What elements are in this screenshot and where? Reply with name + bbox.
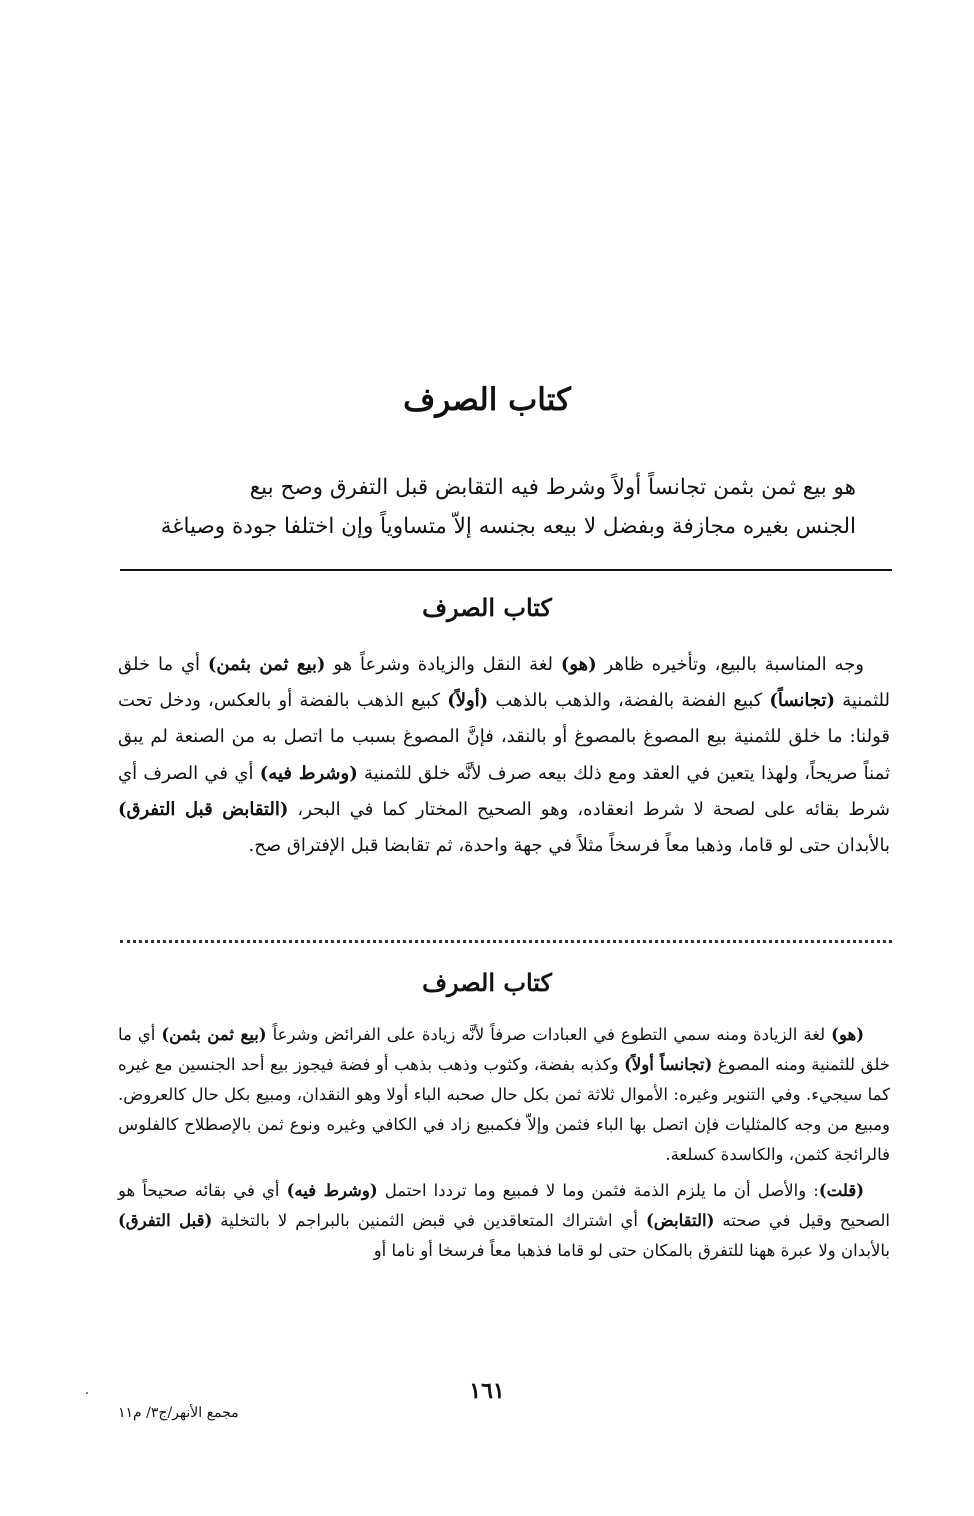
- commentary-1-text: [118, 647, 890, 864]
- text-run: لغة النقل والزيادة وشرعاً هو: [325, 654, 561, 675]
- text-run: كبيع الفضة بالفضة، والذهب بالذهب: [488, 690, 770, 712]
- commentary-1-title: كتاب الصرف: [422, 593, 552, 622]
- section-divider: [120, 569, 892, 571]
- bold-quote: (التقابض): [646, 1211, 715, 1230]
- bold-quote: (وشرط فيه): [259, 762, 358, 784]
- paragraph: [118, 1176, 890, 1266]
- bold-quote: (تجانساً): [769, 690, 836, 712]
- text-run: وجه المناسبة بالبيع، وتأخيره ظاهر: [596, 654, 865, 675]
- text-run: أي في بقائه صحيحاً هو الصحيح وقيل في صحته: [118, 1181, 890, 1230]
- dotted-divider: [120, 940, 892, 943]
- text-run: بالأبدان ولا عبرة ههنا للتفرق بالمكان حتى لو قاما فذهبا معاً فرسخا أو ناما أو: [373, 1241, 890, 1260]
- matn-line-1: هو بيع ثمن بثمن تجانساً أولاً وشرط فيه التقابض قبل التفرق وصح بيع: [249, 475, 856, 500]
- matn-text: [118, 468, 890, 546]
- text-run: أي اشتراك المتعاقدين في قبض الثمنين بالبراجم لا بالتخلية: [212, 1211, 646, 1230]
- bold-quote: (هو): [831, 1025, 864, 1044]
- bold-quote: (بيع ثمن بثمن): [207, 654, 326, 675]
- text-run: وكذبه بفضة، وكثوب وذهب بذهب أو فضة فيجوز بيع أحد الجنسين مع غيره كما سيجيء. وفي التنوير وغيره: الأموال ثلاثة ثمن بكل حال صحبه الباء أولا وهو النقدان، ومبيع بكل حال كالعروض. ومبيع من وجه كالمثليات فإن اتصل بها الباء فثمن وإلاّ فكمبيع زاد في الكافي وغيره ونوع ثمن بالإصطلاح كالفلوس فالرائجة كثمن، والكاسدة كسلعة.: [118, 1055, 890, 1164]
- commentary-2-title: كتاب الصرف: [422, 968, 552, 997]
- text-run: : والأصل أن ما يلزم الذمة فثمن وما لا فمبيع وما ترددا احتمل: [377, 1181, 819, 1200]
- bold-quote: (بيع ثمن بثمن): [161, 1025, 267, 1044]
- paragraph: [118, 1020, 890, 1170]
- bold-quote: (تجانساً أولاً): [624, 1055, 713, 1074]
- text-run: أي ما خلق للثمنية ومنه المصوغ: [118, 1025, 890, 1074]
- commentary-2-text: [118, 1020, 890, 1266]
- page-number: ١٦١: [469, 1378, 505, 1404]
- matn-line-2: الجنس بغيره مجازفة وبفضل لا بيعه بجنسه إلاّ متساوياً وإن اختلفا جودة وصياغة: [160, 514, 856, 539]
- chapter-title: كتاب الصرف: [403, 382, 571, 418]
- bold-quote: (أولاً): [447, 690, 489, 712]
- bold-quote: (قلت): [818, 1181, 865, 1200]
- text-run: بالأبدان حتى لو قاما، وذهبا معاً فرسخاً مثلاً في جهة واحدة، ثم تقابضا قبل الإفتراق صح.: [248, 835, 890, 857]
- bold-quote: (هو): [560, 654, 597, 675]
- bold-quote: (قبل التفرق): [118, 1211, 213, 1230]
- text-run: أي في الصرف أي شرط بقائه على لصحة لا شرط انعقاده، وهو الصحيح المختار كما في البحر،: [118, 762, 890, 820]
- bold-quote: (وشرط فيه): [286, 1181, 378, 1200]
- text-run: كبيع الذهب بالفضة أو بالعكس، ودخل تحت قولنا: ما خلق للثمنية بيع المصوغ بالمصوغ أو بالنقد، فإنَّ المصوغ بسبب ما اتصل به من الصنعة لم يبق ثمناً صريحاً، ولهذا يتعين في العقد ومع ذلك بيعه صرف لأنَّه خلق للثمنية: [118, 690, 891, 784]
- scan-speck: [86, 1392, 88, 1394]
- printer-signature: مجمع الأنهر/ج٣/ م١١: [118, 1405, 239, 1421]
- text-run: لغة الزيادة ومنه سمي التطوع في العبادات صرفاً لأنَّه زيادة على الفرائض وشرعاً: [266, 1025, 832, 1044]
- bold-quote: (التقابض قبل التفرق): [118, 798, 289, 820]
- text-run: أي ما خلق للثمنية: [118, 654, 890, 712]
